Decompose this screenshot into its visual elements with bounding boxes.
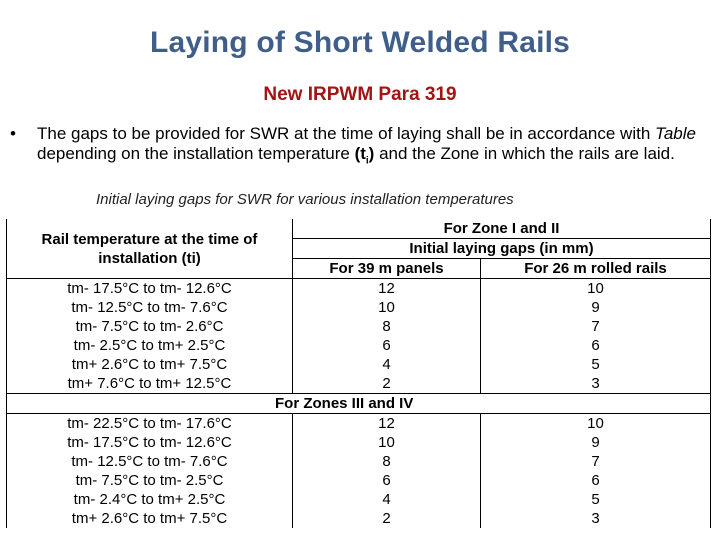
bullet-text	[37, 124, 710, 171]
table-row	[7, 490, 711, 509]
table-row	[7, 317, 711, 336]
table-caption: Initial laying gaps for SWR for various installation temperatures	[96, 191, 514, 208]
table-row	[7, 509, 711, 528]
col-26m-header: For 26 m rolled rails	[481, 259, 711, 279]
gap-39-cell: 6	[293, 471, 481, 490]
bullet-point	[10, 124, 710, 171]
table-row	[7, 298, 711, 317]
bullet-text-part-2: depending on the installation temperature	[37, 144, 355, 163]
gap-26-cell: 7	[481, 317, 711, 336]
gap-39-cell: 6	[293, 336, 481, 355]
table-row	[7, 433, 711, 452]
zone1-label: For Zone I and II	[293, 219, 711, 239]
temp-range-cell: tm- 7.5°C to tm- 2.6°C	[7, 317, 293, 336]
gap-39-cell: 8	[293, 317, 481, 336]
gap-39-cell: 4	[293, 490, 481, 509]
ti-sub: i	[365, 155, 369, 167]
bullet-table-emphasis: Table	[655, 124, 696, 143]
zone2-label: For Zones III and IV	[7, 394, 711, 414]
bullet-text-part-1: The gaps to be provided for SWR at the time of laying shall be in accordance with	[37, 124, 655, 143]
gap-26-cell: 3	[481, 509, 711, 528]
temp-range-cell: tm- 12.5°C to tm- 7.6°C	[7, 452, 293, 471]
gap-39-cell: 12	[293, 279, 481, 299]
zone2-header-row	[7, 394, 711, 414]
table-row	[7, 374, 711, 394]
gap-39-cell: 2	[293, 509, 481, 528]
gap-39-cell: 12	[293, 414, 481, 434]
bullet-ti-symbol	[354, 144, 375, 167]
gap-39-cell: 2	[293, 374, 481, 394]
gap-39-cell: 8	[293, 452, 481, 471]
slide-title: Laying of Short Welded Rails	[149, 26, 571, 59]
temp-range-cell: tm- 17.5°C to tm- 12.6°C	[7, 279, 293, 299]
gap-26-cell: 3	[481, 374, 711, 394]
slide-subtitle	[0, 84, 720, 106]
bullet-text-part-3: and the Zone in which the rails are laid.	[374, 144, 675, 163]
temp-range-cell: tm- 2.4°C to tm+ 2.5°C	[7, 490, 293, 509]
gaps-header: Initial laying gaps (in mm)	[293, 239, 711, 259]
table-row	[7, 336, 711, 355]
gap-39-cell: 10	[293, 298, 481, 317]
table-row	[7, 355, 711, 374]
table-row	[7, 452, 711, 471]
gap-26-cell: 5	[481, 355, 711, 374]
gap-39-cell: 10	[293, 433, 481, 452]
rail-temp-header-line1: Rail temperature at the time of	[41, 230, 258, 248]
temp-range-cell: tm- 12.5°C to tm- 7.6°C	[7, 298, 293, 317]
bullet-marker: •	[10, 124, 16, 143]
ti-open: (t	[354, 144, 366, 163]
gap-26-cell: 6	[481, 471, 711, 490]
rail-temp-header-line2: installation (ti)	[98, 249, 201, 267]
temp-range-cell: tm+ 2.6°C to tm+ 7.5°C	[7, 509, 293, 528]
temp-range-cell: tm- 7.5°C to tm- 2.5°C	[7, 471, 293, 490]
zone1-header-row	[7, 219, 711, 239]
temp-range-cell: tm+ 2.6°C to tm+ 7.5°C	[7, 355, 293, 374]
gap-26-cell: 10	[481, 279, 711, 299]
table-row	[7, 471, 711, 490]
gap-26-cell: 9	[481, 433, 711, 452]
gap-26-cell: 7	[481, 452, 711, 471]
rail-temp-header	[7, 219, 293, 279]
gaps-table	[6, 219, 711, 528]
table-row	[7, 279, 711, 299]
gap-26-cell: 6	[481, 336, 711, 355]
temp-range-cell: tm+ 7.6°C to tm+ 12.5°C	[7, 374, 293, 394]
gap-26-cell: 9	[481, 298, 711, 317]
temp-range-cell: tm- 22.5°C to tm- 17.6°C	[7, 414, 293, 434]
gap-26-cell: 10	[481, 414, 711, 434]
laying-gaps-table	[6, 219, 710, 540]
temp-range-cell: tm- 17.5°C to tm- 12.6°C	[7, 433, 293, 452]
ti-close: )	[368, 144, 375, 163]
col-39m-header: For 39 m panels	[293, 259, 481, 279]
table-row	[7, 414, 711, 434]
temp-range-cell: tm- 2.5°C to tm+ 2.5°C	[7, 336, 293, 355]
gap-26-cell: 5	[481, 490, 711, 509]
subtitle-text: New IRPWM Para 319	[263, 84, 457, 105]
gap-39-cell: 4	[293, 355, 481, 374]
